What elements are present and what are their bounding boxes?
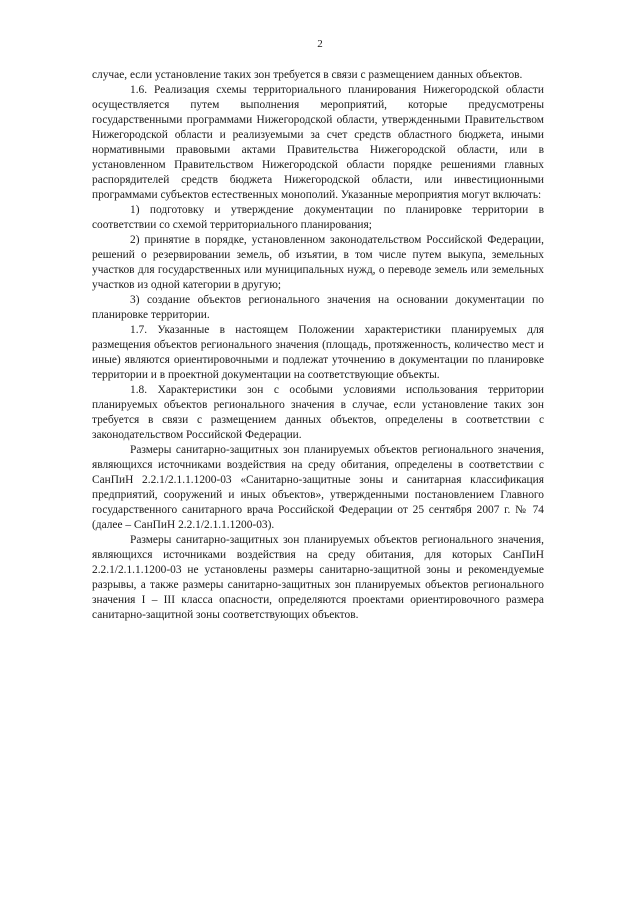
list-item: 1) подготовку и утверждение документации по планировке территории в соответствии со схемой территориального планирования; [92, 204, 544, 231]
page-number: 2 [317, 38, 323, 50]
paragraph: 1.6. Реализация схемы территориального планирования Нижегородской области осуществляется путем выполнения мероприятий, которые предусмотрены государственными программами Нижегородской области, утвержденными Правительством Нижегородской области и реализуемыми за счет средств областного бюджета, иными нормативными правовыми актами Правительства Нижегородской области, или в установленном Правительством Нижегородской области порядке решениями главных распорядителей средств бюджета Нижегородской области, или инвестиционными программами субъектов естественных монополий. Указанные мероприятия могут включать: [92, 84, 544, 201]
list-item: 2) принятие в порядке, установленном законодательством Российской Федерации, решений о резервировании земель, об изъятии, в том числе путем выкупа, земельных участков для государственных или муниципальных нужд, о переводе земель или земельных участков из одной категории в другую; [92, 234, 544, 291]
list-item: 3) создание объектов регионального значения на основании документации по планировке территории. [92, 294, 544, 321]
paragraph: случае, если установление таких зон требуется в связи с размещением данных объектов. [92, 69, 523, 81]
paragraph: 1.8. Характеристики зон с особыми условиями использования территории планируемых объектов регионального значения в случае, если установление таких зон требуется в связи с размещением данных объектов, определены в соответствии с законодательством Российской Федерации. [92, 384, 544, 441]
document-body [92, 68, 544, 623]
paragraph: Размеры санитарно-защитных зон планируемых объектов регионального значения, являющихся источниками воздействия на среду обитания, для которых СанПиН 2.2.1/2.1.1.1200-03 не установлены размеры санитарно-защитной зоны и рекомендуемые разрывы, а также размеры санитарно-защитных зон планируемых объектов регионального значения I – III класса опасности, определяются проектами ориентировочного размера санитарно-защитной зоны соответствующих объектов. [92, 534, 544, 621]
paragraph: 1.7. Указанные в настоящем Положении характеристики планируемых для размещения объектов регионального значения (площадь, протяженность, количество мест и иные) являются ориентировочными и подлежат уточнению в документации по планировке территории и в проектной документации на соответствующие объекты. [92, 324, 544, 381]
paragraph: Размеры санитарно-защитных зон планируемых объектов регионального значения, являющихся источниками воздействия на среду обитания, определены в соответствии с СанПиН 2.2.1/2.1.1.1200-03 «Санитарно-защитные зоны и санитарная классификация предприятий, сооружений и иных объектов», утвержденными постановлением Главного государственного санитарного врача Российской Федерации от 25 сентября 2007 г. № 74 (далее – СанПиН 2.2.1/2.1.1.1200-03). [92, 444, 544, 531]
